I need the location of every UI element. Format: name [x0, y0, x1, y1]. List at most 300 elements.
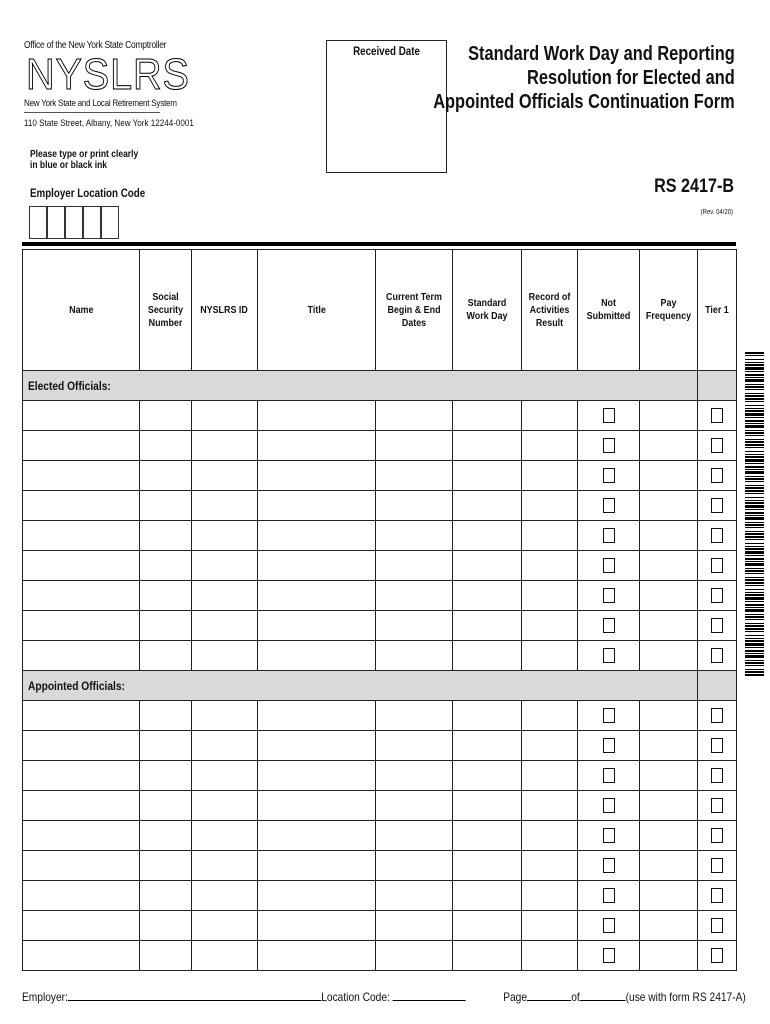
column-header-term	[376, 250, 453, 371]
nyslrs-id-cell[interactable]	[192, 851, 258, 881]
roa-cell[interactable]	[522, 791, 578, 821]
not-submitted-cell	[578, 491, 640, 521]
tier1-cell	[698, 821, 737, 851]
form-title	[433, 42, 735, 114]
swd-cell[interactable]	[453, 701, 522, 731]
tier1-checkbox[interactable]	[711, 648, 723, 663]
table-row	[23, 641, 737, 671]
term-cell[interactable]	[376, 611, 453, 641]
term-cell[interactable]	[376, 821, 453, 851]
name-cell[interactable]	[23, 581, 140, 611]
tier1-checkbox[interactable]	[711, 588, 723, 603]
not-submitted-cell	[578, 401, 640, 431]
instructions-line-1: Please type or print clearly	[30, 149, 139, 160]
address: 110 State Street, Albany, New York 12244-0001	[24, 118, 194, 129]
name-cell[interactable]	[23, 611, 140, 641]
term-cell[interactable]	[376, 761, 453, 791]
nyslrs-id-cell[interactable]	[192, 701, 258, 731]
swd-cell[interactable]	[453, 461, 522, 491]
not-submitted-checkbox[interactable]	[603, 528, 615, 543]
ssn-cell[interactable]	[140, 551, 192, 581]
nyslrs-id-cell[interactable]	[192, 401, 258, 431]
tier1-checkbox[interactable]	[711, 408, 723, 423]
pay-frequency-cell[interactable]	[640, 701, 698, 731]
tier1-checkbox[interactable]	[711, 858, 723, 873]
term-cell[interactable]	[376, 881, 453, 911]
name-cell[interactable]	[23, 881, 140, 911]
received-date-box	[326, 40, 447, 173]
nyslrs-id-cell[interactable]	[192, 581, 258, 611]
not-submitted-checkbox[interactable]	[603, 468, 615, 483]
term-cell[interactable]	[376, 581, 453, 611]
name-cell[interactable]	[23, 941, 140, 971]
term-cell[interactable]	[376, 641, 453, 671]
column-header-title	[258, 250, 376, 371]
pay-frequency-cell[interactable]	[640, 491, 698, 521]
term-cell[interactable]	[376, 941, 453, 971]
tier1-checkbox[interactable]	[711, 498, 723, 513]
tier1-checkbox[interactable]	[711, 768, 723, 783]
nyslrs-id-cell[interactable]	[192, 791, 258, 821]
name-cell[interactable]	[23, 701, 140, 731]
ssn-cell[interactable]	[140, 611, 192, 641]
nyslrs-id-cell[interactable]	[192, 941, 258, 971]
title-cell[interactable]	[258, 731, 376, 761]
tier1-checkbox[interactable]	[711, 828, 723, 843]
title-cell[interactable]	[258, 941, 376, 971]
roa-cell[interactable]	[522, 581, 578, 611]
table-row	[23, 851, 737, 881]
nyslrs-id-cell[interactable]	[192, 521, 258, 551]
tier1-cell	[698, 611, 737, 641]
nyslrs-id-cell[interactable]	[192, 761, 258, 791]
column-header-label: Social Security Number	[147, 290, 184, 329]
barcode-bar	[745, 674, 764, 676]
not-submitted-cell	[578, 821, 640, 851]
name-cell[interactable]	[23, 491, 140, 521]
roa-cell[interactable]	[522, 881, 578, 911]
swd-cell[interactable]	[453, 881, 522, 911]
table-row	[23, 791, 737, 821]
title-line-1: Standard Work Day and Reporting	[468, 43, 735, 65]
tier1-cell	[698, 521, 737, 551]
column-header-label: Standard Work Day	[466, 297, 508, 322]
section-tier-cell	[698, 371, 737, 401]
tier1-checkbox[interactable]	[711, 738, 723, 753]
name-cell[interactable]	[23, 761, 140, 791]
swd-cell[interactable]	[453, 851, 522, 881]
tier1-cell	[698, 641, 737, 671]
not-submitted-cell	[578, 641, 640, 671]
tier1-cell	[698, 791, 737, 821]
tier1-cell	[698, 701, 737, 731]
not-submitted-cell	[578, 851, 640, 881]
header-rule	[22, 242, 736, 246]
swd-cell[interactable]	[453, 941, 522, 971]
not-submitted-checkbox[interactable]	[603, 438, 615, 453]
location-code-digit-3[interactable]	[65, 206, 83, 239]
barcode	[745, 352, 764, 676]
title-cell[interactable]	[258, 761, 376, 791]
table-row	[23, 881, 737, 911]
title-line-3: Appointed Officials Continuation Form	[433, 91, 735, 113]
roa-cell[interactable]	[522, 731, 578, 761]
pay-frequency-cell[interactable]	[640, 611, 698, 641]
term-cell[interactable]	[376, 521, 453, 551]
tier1-checkbox[interactable]	[711, 798, 723, 813]
table-row	[23, 431, 737, 461]
title-cell[interactable]	[258, 551, 376, 581]
column-header-nyslrs-id	[192, 250, 258, 371]
name-cell[interactable]	[23, 431, 140, 461]
name-cell[interactable]	[23, 401, 140, 431]
not-submitted-cell	[578, 761, 640, 791]
location-code-field[interactable]	[393, 989, 466, 1001]
not-submitted-cell	[578, 521, 640, 551]
term-cell[interactable]	[376, 791, 453, 821]
swd-cell[interactable]	[453, 491, 522, 521]
title-cell[interactable]	[258, 821, 376, 851]
title-cell[interactable]	[258, 701, 376, 731]
tier1-cell	[698, 551, 737, 581]
roa-cell[interactable]	[522, 761, 578, 791]
page-number-field[interactable]	[527, 989, 571, 1001]
column-header-label: Tier 1	[705, 303, 729, 316]
ssn-cell[interactable]	[140, 491, 192, 521]
header-left	[24, 40, 194, 129]
roa-cell[interactable]	[522, 941, 578, 971]
table-row	[23, 701, 737, 731]
table-row	[23, 521, 737, 551]
term-cell[interactable]	[376, 491, 453, 521]
title-cell[interactable]	[258, 461, 376, 491]
ssn-cell[interactable]	[140, 821, 192, 851]
nyslrs-id-cell[interactable]	[192, 431, 258, 461]
term-cell[interactable]	[376, 401, 453, 431]
tier1-cell	[698, 941, 737, 971]
tier1-checkbox[interactable]	[711, 708, 723, 723]
swd-cell[interactable]	[453, 611, 522, 641]
not-submitted-checkbox[interactable]	[603, 828, 615, 843]
ssn-cell[interactable]	[140, 791, 192, 821]
page-total-field[interactable]	[580, 989, 626, 1001]
table-row	[23, 761, 737, 791]
ssn-cell[interactable]	[140, 881, 192, 911]
tier1-checkbox[interactable]	[711, 438, 723, 453]
not-submitted-checkbox[interactable]	[603, 408, 615, 423]
not-submitted-checkbox[interactable]	[603, 798, 615, 813]
employer-location-code-boxes	[29, 206, 119, 239]
title-cell[interactable]	[258, 401, 376, 431]
tier1-cell	[698, 911, 737, 941]
pay-frequency-cell[interactable]	[640, 581, 698, 611]
ssn-cell[interactable]	[140, 521, 192, 551]
not-submitted-cell	[578, 461, 640, 491]
not-submitted-checkbox[interactable]	[603, 738, 615, 753]
column-header-label: NYSLRS ID	[200, 303, 249, 316]
nyslrs-id-cell[interactable]	[192, 911, 258, 941]
column-header-label: Record of Activities Result	[528, 290, 571, 329]
name-cell[interactable]	[23, 521, 140, 551]
employer-label: Employer:	[22, 990, 68, 1004]
table-row	[23, 911, 737, 941]
logo	[24, 50, 190, 99]
tier1-cell	[698, 881, 737, 911]
ssn-cell[interactable]	[140, 401, 192, 431]
term-cell[interactable]	[376, 461, 453, 491]
column-header-name	[23, 250, 140, 371]
not-submitted-checkbox[interactable]	[603, 498, 615, 513]
swd-cell[interactable]	[453, 521, 522, 551]
instructions	[30, 149, 138, 171]
form-number: RS 2417-B	[654, 176, 734, 197]
location-code-digit-1[interactable]	[29, 206, 47, 239]
title-cell[interactable]	[258, 491, 376, 521]
tier1-cell	[698, 761, 737, 791]
term-cell[interactable]	[376, 701, 453, 731]
tier1-checkbox[interactable]	[711, 948, 723, 963]
term-cell[interactable]	[376, 551, 453, 581]
not-submitted-cell	[578, 581, 640, 611]
ssn-cell[interactable]	[140, 851, 192, 881]
title-cell[interactable]	[258, 431, 376, 461]
pay-frequency-cell[interactable]	[640, 821, 698, 851]
section-label-cell	[23, 671, 698, 701]
not-submitted-checkbox[interactable]	[603, 558, 615, 573]
column-header-roa	[522, 250, 578, 371]
page-label: Page	[503, 990, 528, 1004]
column-header-pay-frequency	[640, 250, 698, 371]
use-with-note: (use with form RS 2417-A)	[625, 990, 746, 1004]
not-submitted-checkbox[interactable]	[603, 648, 615, 663]
tier1-cell	[698, 491, 737, 521]
location-code-label: Location Code:	[321, 990, 390, 1004]
column-header-ssn	[140, 250, 192, 371]
not-submitted-cell	[578, 731, 640, 761]
swd-cell[interactable]	[453, 431, 522, 461]
tier1-cell	[698, 731, 737, 761]
ssn-cell[interactable]	[140, 761, 192, 791]
name-cell[interactable]	[23, 791, 140, 821]
pay-frequency-cell[interactable]	[640, 551, 698, 581]
term-cell[interactable]	[376, 911, 453, 941]
title-cell[interactable]	[258, 881, 376, 911]
tier1-cell	[698, 401, 737, 431]
tier1-checkbox[interactable]	[711, 468, 723, 483]
table-row	[23, 941, 737, 971]
nyslrs-id-cell[interactable]	[192, 731, 258, 761]
swd-cell[interactable]	[453, 551, 522, 581]
column-header-tier1	[698, 250, 737, 371]
tier1-cell	[698, 461, 737, 491]
roa-cell[interactable]	[522, 401, 578, 431]
not-submitted-cell	[578, 611, 640, 641]
name-cell[interactable]	[23, 821, 140, 851]
column-header-label: Pay Frequency	[645, 297, 692, 322]
not-submitted-cell	[578, 941, 640, 971]
roa-cell[interactable]	[522, 911, 578, 941]
ssn-cell[interactable]	[140, 641, 192, 671]
column-header-label: Name	[68, 303, 94, 316]
roa-cell[interactable]	[522, 461, 578, 491]
pay-frequency-cell[interactable]	[640, 521, 698, 551]
section-label: Appointed Officials:	[28, 678, 125, 693]
swd-cell[interactable]	[453, 821, 522, 851]
table-row	[23, 581, 737, 611]
nyslrs-id-cell[interactable]	[192, 611, 258, 641]
tier1-checkbox[interactable]	[711, 558, 723, 573]
swd-cell[interactable]	[453, 761, 522, 791]
title-cell[interactable]	[258, 611, 376, 641]
ssn-cell[interactable]	[140, 701, 192, 731]
pay-frequency-cell[interactable]	[640, 881, 698, 911]
location-code-digit-2[interactable]	[47, 206, 65, 239]
table-row	[23, 731, 737, 761]
nyslrs-id-cell[interactable]	[192, 641, 258, 671]
table-row	[23, 401, 737, 431]
swd-cell[interactable]	[453, 641, 522, 671]
pay-frequency-cell[interactable]	[640, 761, 698, 791]
table-header-row	[23, 250, 737, 371]
section-label-cell	[23, 371, 698, 401]
not-submitted-checkbox[interactable]	[603, 888, 615, 903]
pay-frequency-cell[interactable]	[640, 641, 698, 671]
roa-cell[interactable]	[522, 821, 578, 851]
section-tier-cell	[698, 671, 737, 701]
table-row	[23, 611, 737, 641]
title-cell[interactable]	[258, 911, 376, 941]
table-row	[23, 551, 737, 581]
section-row	[23, 371, 737, 401]
title-cell[interactable]	[258, 851, 376, 881]
tier1-cell	[698, 851, 737, 881]
not-submitted-checkbox[interactable]	[603, 948, 615, 963]
ssn-cell[interactable]	[140, 941, 192, 971]
not-submitted-checkbox[interactable]	[603, 918, 615, 933]
not-submitted-checkbox[interactable]	[603, 588, 615, 603]
not-submitted-cell	[578, 701, 640, 731]
not-submitted-cell	[578, 791, 640, 821]
name-cell[interactable]	[23, 461, 140, 491]
ssn-cell[interactable]	[140, 461, 192, 491]
not-submitted-checkbox[interactable]	[603, 768, 615, 783]
tier1-checkbox[interactable]	[711, 618, 723, 633]
not-submitted-cell	[578, 551, 640, 581]
officials-table	[22, 249, 737, 971]
column-header-swd	[453, 250, 522, 371]
term-cell[interactable]	[376, 851, 453, 881]
pay-frequency-cell[interactable]	[640, 731, 698, 761]
ssn-cell[interactable]	[140, 911, 192, 941]
system-name: New York State and Local Retirement System	[24, 98, 160, 113]
pay-frequency-cell[interactable]	[640, 911, 698, 941]
employer-field[interactable]	[68, 989, 321, 1001]
title-cell[interactable]	[258, 521, 376, 551]
ssn-cell[interactable]	[140, 581, 192, 611]
nyslrs-id-cell[interactable]	[192, 881, 258, 911]
office-name: Office of the New York State Comptroller	[24, 40, 167, 51]
title-line-2: Resolution for Elected and	[527, 67, 735, 89]
swd-cell[interactable]	[453, 791, 522, 821]
pay-frequency-cell[interactable]	[640, 941, 698, 971]
tier1-cell	[698, 431, 737, 461]
location-code-digit-5[interactable]	[101, 206, 119, 239]
column-header-not-submitted	[578, 250, 640, 371]
not-submitted-cell	[578, 431, 640, 461]
ssn-cell[interactable]	[140, 731, 192, 761]
table-row	[23, 461, 737, 491]
pay-frequency-cell[interactable]	[640, 851, 698, 881]
roa-cell[interactable]	[522, 431, 578, 461]
pay-frequency-cell[interactable]	[640, 461, 698, 491]
not-submitted-checkbox[interactable]	[603, 618, 615, 633]
location-code-digit-4[interactable]	[83, 206, 101, 239]
roa-cell[interactable]	[522, 551, 578, 581]
not-submitted-checkbox[interactable]	[603, 708, 615, 723]
title-cell[interactable]	[258, 581, 376, 611]
tier1-checkbox[interactable]	[711, 888, 723, 903]
title-cell[interactable]	[258, 641, 376, 671]
instructions-line-2: in blue or black ink	[30, 160, 107, 171]
received-date-label: Received Date	[353, 46, 420, 58]
name-cell[interactable]	[23, 731, 140, 761]
logo-text: NYSLRS	[26, 50, 190, 99]
not-submitted-cell	[578, 881, 640, 911]
of-label: of	[571, 990, 580, 1004]
tier1-checkbox[interactable]	[711, 528, 723, 543]
term-cell[interactable]	[376, 731, 453, 761]
swd-cell[interactable]	[453, 731, 522, 761]
ssn-cell[interactable]	[140, 431, 192, 461]
name-cell[interactable]	[23, 851, 140, 881]
form-footer	[22, 989, 746, 1004]
name-cell[interactable]	[23, 551, 140, 581]
roa-cell[interactable]	[522, 851, 578, 881]
table-row	[23, 491, 737, 521]
revision: (Rev. 04/20)	[700, 209, 733, 216]
section-row	[23, 671, 737, 701]
swd-cell[interactable]	[453, 401, 522, 431]
not-submitted-checkbox[interactable]	[603, 858, 615, 873]
roa-cell[interactable]	[522, 521, 578, 551]
not-submitted-cell	[578, 911, 640, 941]
section-label: Elected Officials:	[28, 378, 111, 393]
employer-location-code-label: Employer Location Code	[30, 188, 146, 200]
tier1-checkbox[interactable]	[711, 918, 723, 933]
pay-frequency-cell[interactable]	[640, 791, 698, 821]
pay-frequency-cell[interactable]	[640, 431, 698, 461]
roa-cell[interactable]	[522, 701, 578, 731]
title-cell[interactable]	[258, 791, 376, 821]
table-row	[23, 821, 737, 851]
column-header-label: Title	[307, 303, 326, 316]
nyslrs-id-cell[interactable]	[192, 461, 258, 491]
tier1-cell	[698, 581, 737, 611]
roa-cell[interactable]	[522, 491, 578, 521]
column-header-label: Current Term Begin & End Dates	[386, 290, 442, 329]
roa-cell[interactable]	[522, 611, 578, 641]
name-cell[interactable]	[23, 911, 140, 941]
nyslrs-id-cell[interactable]	[192, 821, 258, 851]
nyslrs-id-cell[interactable]	[192, 551, 258, 581]
nyslrs-id-cell[interactable]	[192, 491, 258, 521]
swd-cell[interactable]	[453, 581, 522, 611]
swd-cell[interactable]	[453, 911, 522, 941]
pay-frequency-cell[interactable]	[640, 401, 698, 431]
name-cell[interactable]	[23, 641, 140, 671]
term-cell[interactable]	[376, 431, 453, 461]
roa-cell[interactable]	[522, 641, 578, 671]
